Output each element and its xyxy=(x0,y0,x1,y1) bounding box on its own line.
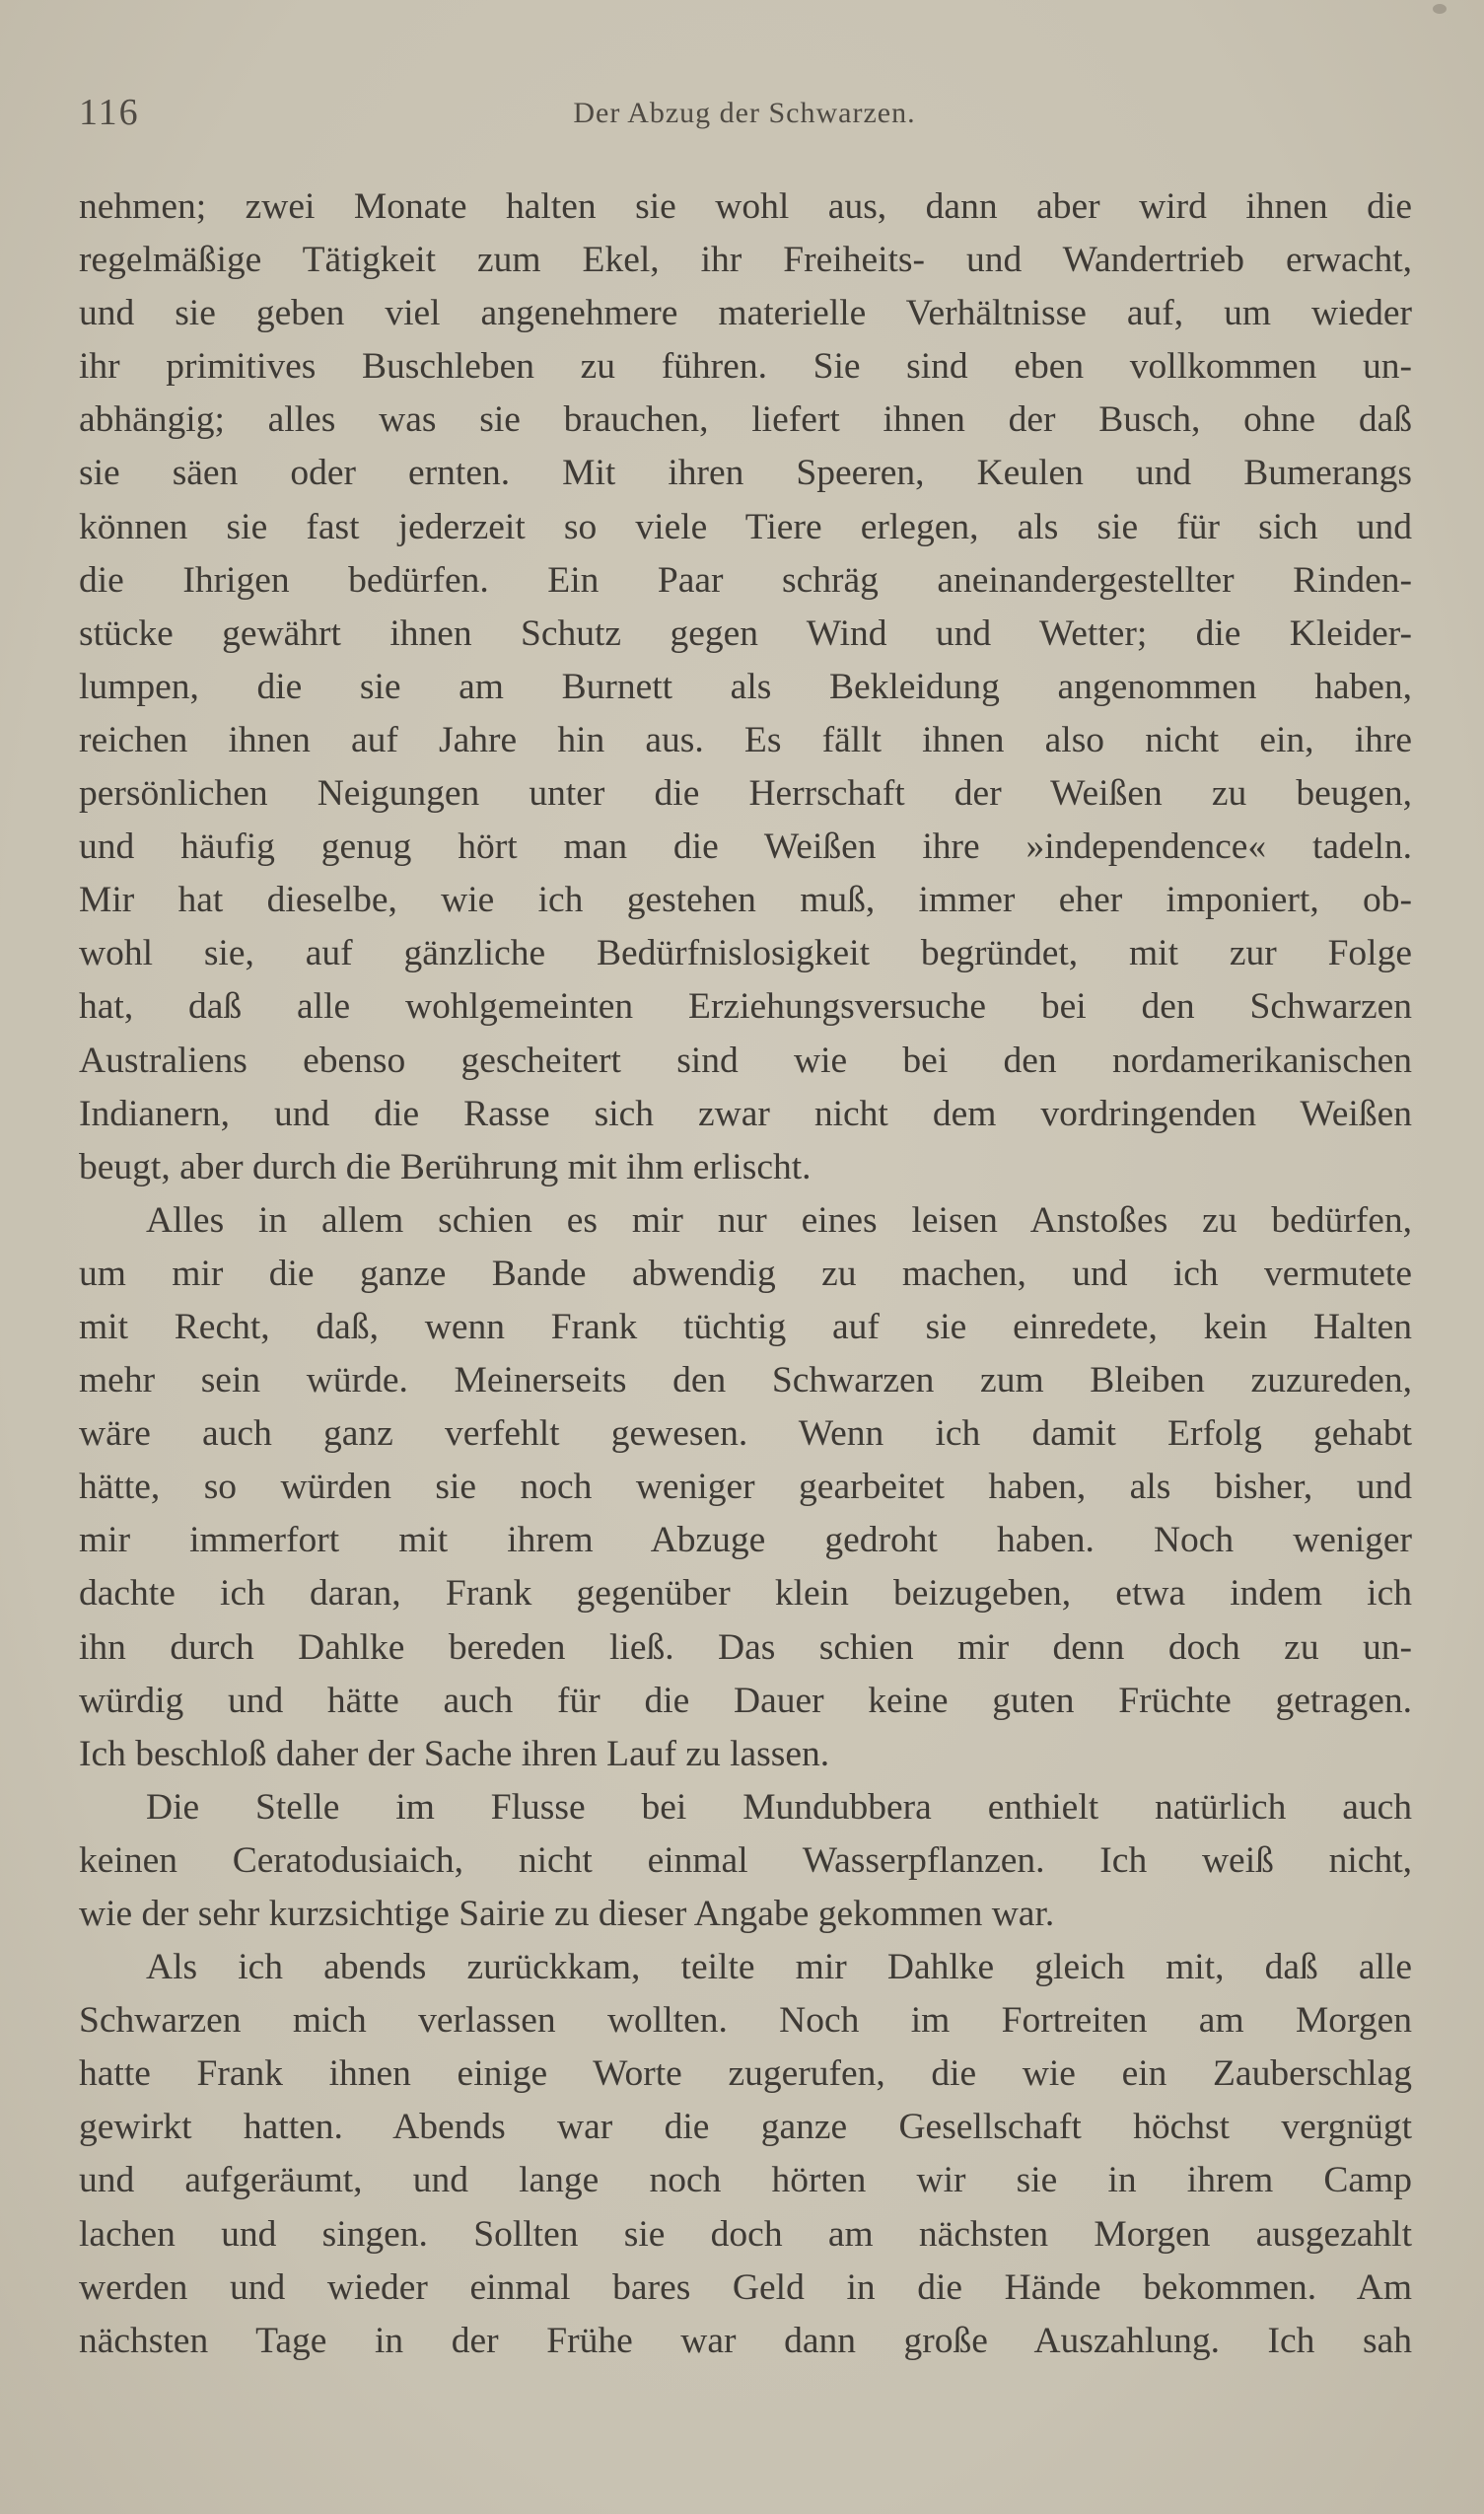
text-line: und aufgeräumt, und lange noch hörten wir sie in ihrem Camp xyxy=(79,2160,1412,2201)
text-line: ihr primitives Buschleben zu führen. Sie sind eben vollkommen un- xyxy=(79,346,1412,388)
text-line: lumpen, die sie am Burnett als Bekleidung angenommen haben, xyxy=(79,666,1412,707)
text-line: stücke gewährt ihnen Schutz gegen Wind und Wetter; die Kleider- xyxy=(79,612,1412,654)
text-line: wäre auch ganz verfehlt gewesen. Wenn ich damit Erfolg gehabt xyxy=(79,1413,1412,1455)
text-line: Alles in allem schien es mir nur eines leisen Anstoßes zu bedürfen, xyxy=(146,1199,1412,1241)
text-line: wohl sie, auf gänzliche Bedürfnislosigkeit begründet, mit zur Folge xyxy=(79,933,1412,974)
text-line: sie säen oder ernten. Mit ihren Speeren, Keulen und Bumerangs xyxy=(79,453,1412,494)
text-line: Mir hat dieselbe, wie ich gestehen muß, immer eher imponiert, ob- xyxy=(79,880,1412,921)
body-text xyxy=(79,180,1412,2368)
text-line: nächsten Tage in der Frühe war dann große Auszahlung. Ich sah xyxy=(79,2320,1412,2361)
text-line: werden und wieder einmal bares Geld in die Hände bekommen. Am xyxy=(79,2266,1412,2308)
text-line: die Ihrigen bedürfen. Ein Paar schräg aneinandergestellter Rinden- xyxy=(79,559,1412,601)
text-line: ihn durch Dahlke bereden ließ. Das schien mir denn doch zu un- xyxy=(79,1626,1412,1668)
text-line: hatte Frank ihnen einige Worte zugerufen, die wie ein Zauberschlag xyxy=(79,2053,1412,2095)
text-line: abhängig; alles was sie brauchen, liefert ihnen der Busch, ohne daß xyxy=(79,399,1412,441)
text-line: mehr sein würde. Meinerseits den Schwarzen zum Bleiben zuzureden, xyxy=(79,1360,1412,1401)
text-line: Australiens ebenso gescheitert sind wie bei den nordamerikanischen xyxy=(79,1040,1412,1081)
text-line: gewirkt hatten. Abends war die ganze Gesellschaft höchst vergnügt xyxy=(79,2107,1412,2148)
text-line: Schwarzen mich verlassen wollten. Noch im Fortreiten am Morgen xyxy=(79,2000,1412,2042)
text-line: regelmäßige Tätigkeit zum Ekel, ihr Freiheits- und Wandertrieb erwacht, xyxy=(79,240,1412,281)
text-line: Indianern, und die Rasse sich zwar nicht dem vordringenden Weißen xyxy=(79,1093,1412,1134)
text-line: Die Stelle im Flusse bei Mundubbera enthielt natürlich auch xyxy=(146,1786,1412,1828)
paper-blemish xyxy=(1433,4,1447,14)
text-line: beugt, aber durch die Berührung mit ihm erlischt. xyxy=(79,1146,812,1187)
running-header xyxy=(79,91,1410,140)
text-line: und häufig genug hört man die Weißen ihre »independence« tadeln. xyxy=(79,826,1412,868)
text-line: um mir die ganze Bande abwendig zu machen, und ich vermutete xyxy=(79,1253,1412,1294)
text-line: Ich beschloß daher der Sache ihren Lauf zu lassen. xyxy=(79,1733,830,1774)
text-line: hätte, so würden sie noch weniger gearbeitet haben, als bisher, und xyxy=(79,1467,1412,1508)
text-line: reichen ihnen auf Jahre hin aus. Es fällt ihnen also nicht ein, ihre xyxy=(79,719,1412,760)
text-line: keinen Ceratodusiaich, nicht einmal Wasserpflanzen. Ich weiß nicht, xyxy=(79,1839,1412,1881)
running-title: Der Abzug der Schwarzen. xyxy=(573,97,916,129)
text-line: nehmen; zwei Monate halten sie wohl aus, dann aber wird ihnen die xyxy=(79,186,1412,227)
text-line: würdig und hätte auch für die Dauer keine guten Früchte getragen. xyxy=(79,1680,1412,1721)
text-line: wie der sehr kurzsichtige Sairie zu dieser Angabe gekommen war. xyxy=(79,1894,1055,1934)
text-line: mit Recht, daß, wenn Frank tüchtig auf sie einredete, kein Halten xyxy=(79,1306,1412,1347)
text-line: dachte ich daran, Frank gegenüber klein beizugeben, etwa indem ich xyxy=(79,1573,1412,1615)
page-number: 116 xyxy=(79,92,140,133)
text-line: mir immerfort mit ihrem Abzuge gedroht haben. Noch weniger xyxy=(79,1520,1412,1561)
text-line: hat, daß alle wohlgemeinten Erziehungsversuche bei den Schwarzen xyxy=(79,986,1412,1028)
text-line: Als ich abends zurückkam, teilte mir Dahlke gleich mit, daß alle xyxy=(146,1947,1412,1988)
text-line: können sie fast jederzeit so viele Tiere erlegen, als sie für sich und xyxy=(79,506,1412,547)
text-line: lachen und singen. Sollten sie doch am nächsten Morgen ausgezahlt xyxy=(79,2213,1412,2255)
text-line: persönlichen Neigungen unter die Herrschaft der Weißen zu beugen, xyxy=(79,773,1412,815)
text-line: und sie geben viel angenehmere materielle Verhältnisse auf, um wieder xyxy=(79,293,1412,334)
